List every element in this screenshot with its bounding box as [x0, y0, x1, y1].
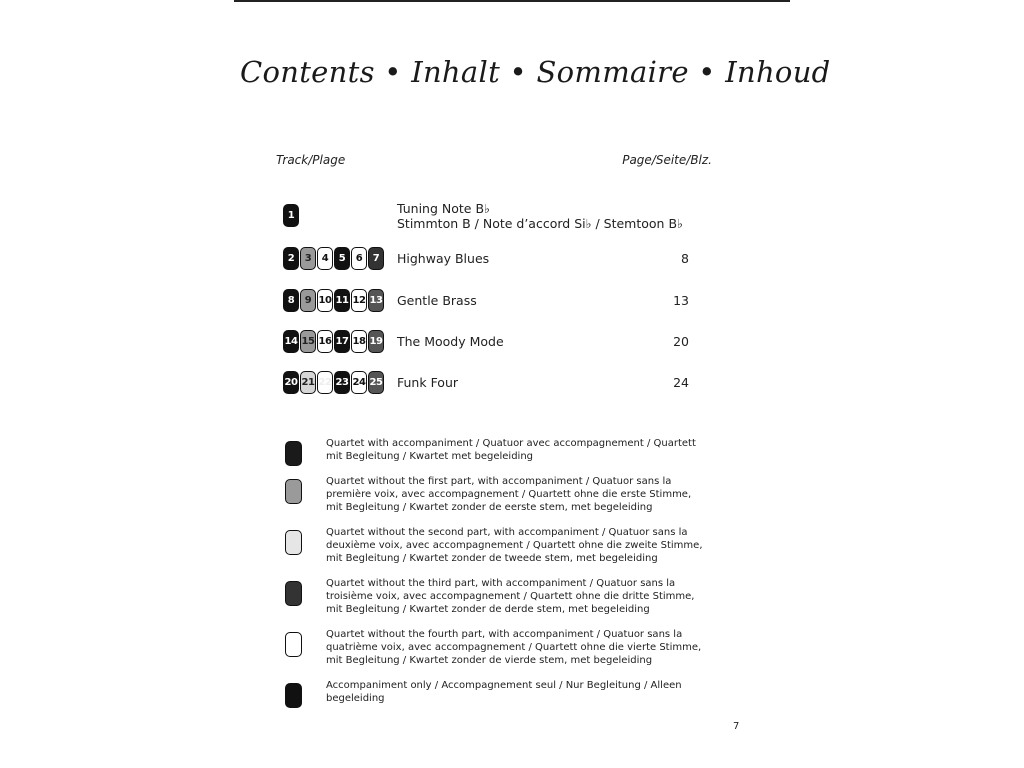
- song-page: 13: [673, 293, 689, 308]
- track-chip: 7: [368, 247, 384, 270]
- legend-text: Quartet without the fourth part, with accompaniment / Quatuor sans la quatrième voix, avec accompagnement / Quartett ohne die vierte Stimme, mit Begleitung / Kwartet zonder de vierde stem, met begeleiding: [326, 629, 702, 666]
- song-title: Highway Blues: [397, 251, 490, 266]
- song-row: [0, 369, 1024, 397]
- legend-swatch: [285, 632, 302, 657]
- track-chip: 5: [334, 247, 350, 270]
- track-chip: 4: [317, 247, 333, 270]
- legend-swatch: [285, 479, 302, 504]
- track-chip: 13: [368, 289, 384, 312]
- track-chip: 11: [334, 289, 350, 312]
- song-page: 24: [673, 375, 689, 390]
- legend-swatch: [285, 581, 302, 606]
- legend-text: Accompaniment only / Accompagnement seul / Nur Begleitung / Alleen begeleiding: [326, 680, 682, 704]
- track-chip: 23: [334, 371, 350, 394]
- song-row: [0, 245, 1024, 273]
- track-chip: 21: [300, 371, 316, 394]
- top-rule: [234, 0, 790, 2]
- song-row: [0, 287, 1024, 315]
- song-title: The Moody Mode: [397, 334, 504, 349]
- tuning-subtitle: Stimmton B / Note d’accord Si♭ / Stemtoon B♭: [397, 216, 683, 231]
- legend-swatch: [285, 683, 302, 708]
- track-chips: [283, 289, 384, 313]
- page-number: 7: [733, 721, 740, 732]
- page-column-header: Page/Seite/Blz.: [622, 153, 712, 167]
- song-page: 20: [673, 334, 689, 349]
- legend-swatch: [285, 441, 302, 466]
- track-chip: 25: [368, 371, 384, 394]
- track-column-header: Track/Plage: [276, 153, 346, 167]
- track-chip: 22: [317, 371, 333, 394]
- track-chip: 3: [300, 247, 316, 270]
- legend-swatch: [285, 530, 302, 555]
- track-chips: [283, 204, 299, 228]
- track-chip: 8: [283, 289, 299, 312]
- tuning-title: Tuning Note B♭: [397, 201, 490, 216]
- track-chip: 15: [300, 330, 316, 353]
- track-chip: 6: [351, 247, 367, 270]
- track-chip: 2: [283, 247, 299, 270]
- track-chip: 14: [283, 330, 299, 353]
- legend-text: Quartet without the second part, with accompaniment / Quatuor sans la deuxième voix, avec accompagnement / Quartett ohne die zweite Stimme, mit Begleitung / Kwartet zonder de tweede stem, met begeleiding: [326, 527, 703, 564]
- track-chip: 9: [300, 289, 316, 312]
- song-row: [0, 328, 1024, 356]
- track-chips: [283, 371, 384, 395]
- legend-text: Quartet with accompaniment / Quatuor avec accompagnement / Quartett mit Begleitung / Kwartet met begeleiding: [326, 438, 696, 462]
- track-chips: [283, 330, 384, 354]
- track-chip: 18: [351, 330, 367, 353]
- track-chips: [283, 247, 384, 271]
- track-chip: 24: [351, 371, 367, 394]
- track-chip: 10: [317, 289, 333, 312]
- track-chip: 20: [283, 371, 299, 394]
- page-title: Contents • Inhalt • Sommaire • Inhoud: [240, 55, 831, 89]
- track-chip: 17: [334, 330, 350, 353]
- song-page: 8: [681, 251, 689, 266]
- track-chip: 16: [317, 330, 333, 353]
- song-title: Funk Four: [397, 375, 459, 390]
- song-title: Gentle Brass: [397, 293, 477, 308]
- track-chip: 12: [351, 289, 367, 312]
- legend-text: Quartet without the third part, with accompaniment / Quatuor sans la troisième voix, avec accompagnement / Quartett ohne die dritte Stimme, mit Begleitung / Kwartet zonder de derde stem, met begeleiding: [326, 578, 695, 615]
- track-chip: 19: [368, 330, 384, 353]
- legend-text: Quartet without the first part, with accompaniment / Quatuor sans la première voix, avec accompagnement / Quartett ohne die erste Stimme, mit Begleitung / Kwartet zonder de eerste stem, met begeleiding: [326, 476, 692, 513]
- track-chip: 1: [283, 204, 299, 227]
